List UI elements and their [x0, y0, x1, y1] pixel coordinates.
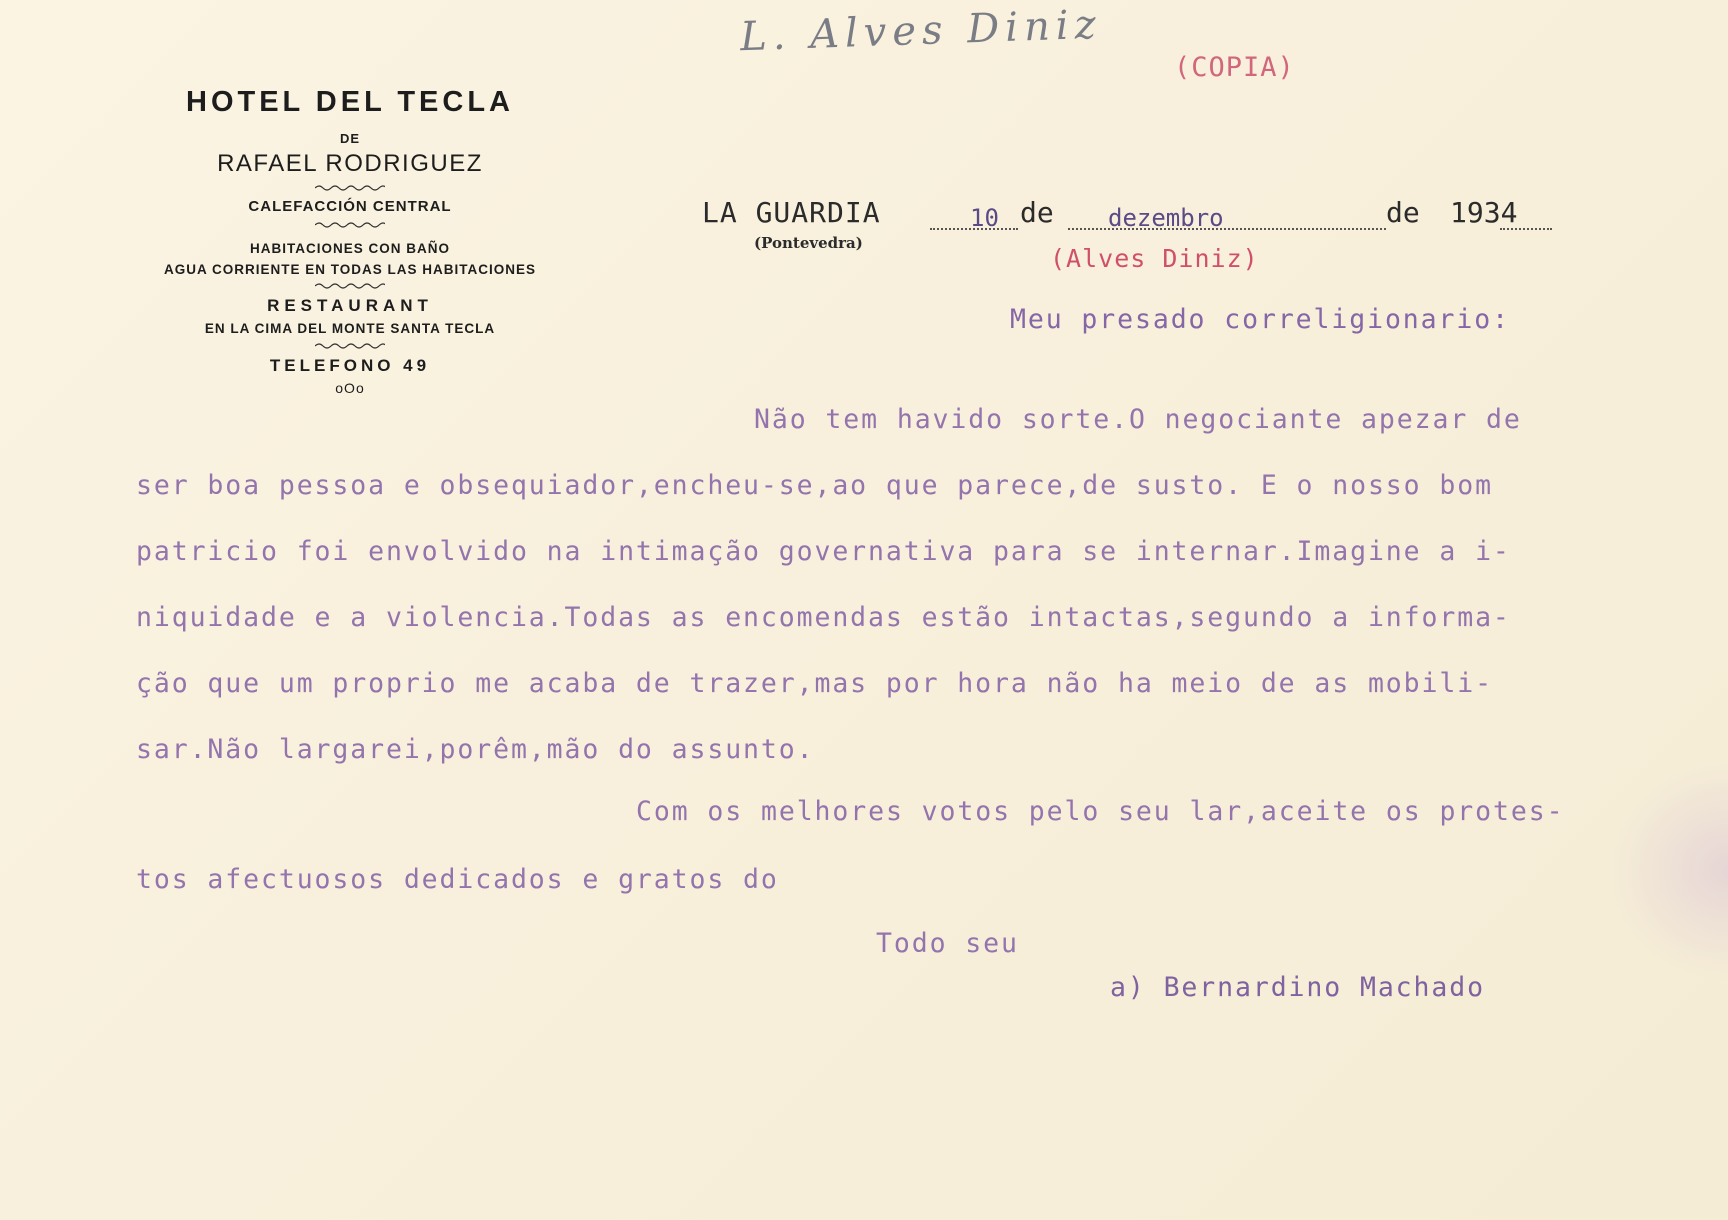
owner-name: RAFAEL RODRIGUEZ [217, 150, 483, 177]
date-year: 1934 [1450, 196, 1518, 229]
date-de-1: de [1020, 196, 1054, 229]
letter-line: patricio foi envolvido na intimação governativa para se internar.Imagine a i- [136, 536, 1511, 567]
letter-line: sar.Não largarei,porêm,mão do assunto. [136, 734, 815, 765]
salutation: Meu presado correligionario: [1010, 304, 1510, 335]
letter-line: niquidade e a violencia.Todas as encomendas estão intactas,segundo a informa- [136, 602, 1511, 633]
dateline-place: LA GUARDIA [702, 196, 881, 229]
heating-line: CALEFACCIÓN CENTRAL [248, 198, 452, 215]
rooms-bath-line: HABITACIONES CON BAÑO [249, 241, 450, 256]
letter-line: Com os melhores votos pelo seu lar,aceite os protes- [636, 796, 1565, 827]
signature: a) Bernardino Machado [1110, 972, 1485, 1003]
dotted-line [1500, 228, 1552, 230]
hotel-name: HOTEL DEL TECLA [186, 86, 514, 118]
letter-line: tos afectuosos dedicados e gratos do [136, 864, 779, 895]
handwritten-note: L. Alves Diniz [739, 1, 1103, 61]
wave-divider [315, 221, 385, 229]
restaurant-line: RESTAURANT [267, 296, 433, 315]
letterhead [120, 86, 580, 396]
ink-stain [1608, 760, 1728, 980]
restaurant-location: EN LA CIMA DEL MONTE SANTA TECLA [204, 321, 496, 336]
letter-line: Não tem havido sorte.O negociante apezar de [754, 404, 1522, 435]
closing: Todo seu [876, 928, 1019, 959]
date-de-2: de [1386, 196, 1420, 229]
letterhead-de: DE [339, 131, 361, 146]
dateline-province: (Pontevedra) [754, 234, 863, 252]
date-month: dezembro [1108, 204, 1224, 232]
copy-stamp: (COPIA) [1174, 52, 1295, 83]
wave-divider [315, 184, 385, 192]
telephone-line: TELEFONO 49 [269, 356, 431, 375]
letter-line: ção que um proprio me acaba de trazer,mas por hora não ha meio de as mobili- [136, 668, 1493, 699]
date-day: 10 [970, 204, 999, 232]
running-water-line: AGUA CORRIENTE EN TODAS LAS HABITACIONES [163, 262, 536, 277]
letter-line: ser boa pessoa e obsequiador,encheu-se,ao que parece,de susto. E o nosso bom [136, 470, 1493, 501]
ornament: oOo [335, 380, 365, 396]
recipient-stamp: (Alves Diniz) [1050, 244, 1259, 273]
wave-divider [315, 342, 385, 350]
wave-divider [315, 282, 385, 290]
